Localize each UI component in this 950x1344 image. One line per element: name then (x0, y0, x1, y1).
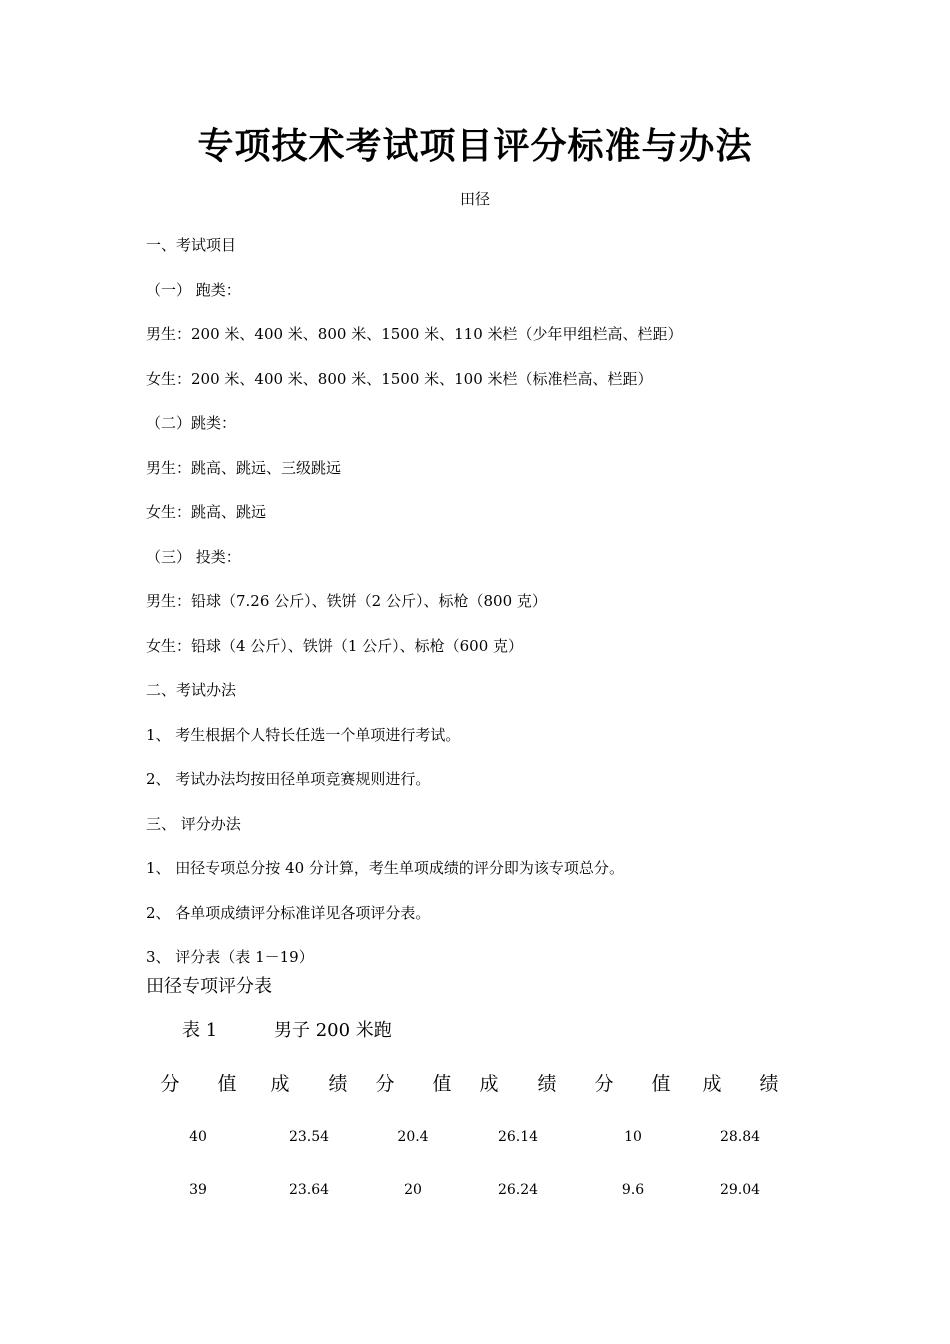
table-header-cell: 分 (160, 1073, 180, 1095)
table-header-cell: 值 (217, 1073, 237, 1095)
section-heading-exam-items: 一、考试项目 (146, 236, 237, 254)
table-label: 表 1 (182, 1020, 218, 1041)
subsection-throwing: （三） 投类： (146, 548, 241, 566)
table-header-cell: 绩 (328, 1073, 348, 1095)
table-cell: 40 (189, 1129, 207, 1145)
table-cell: 26.14 (497, 1129, 539, 1145)
table-header-cell: 分 (375, 1073, 395, 1095)
table-header-cell: 成 (270, 1073, 290, 1095)
table-cell: 23.64 (288, 1182, 330, 1198)
running-female: 女生：200 米、400 米、800 米、1500 米、100 米栏（标准栏高、栏距） (146, 370, 653, 388)
section-heading-exam-method: 二、考试办法 (146, 681, 237, 699)
table-header-cell: 分 (594, 1073, 614, 1095)
document-subtitle: 田径 (459, 190, 490, 208)
scoring-item-2: 2、 各单项成绩评分标准详见各项评分表。 (146, 904, 431, 922)
table-name: 男子 200 米跑 (274, 1020, 392, 1041)
table-header-cell: 成 (702, 1073, 722, 1095)
table-header-cell: 绩 (537, 1073, 557, 1095)
table-cell: 29.04 (719, 1182, 761, 1198)
jumping-male: 男生：跳高、跳远、三级跳远 (146, 459, 342, 477)
table-cell: 23.54 (288, 1129, 330, 1145)
table-header-cell: 绩 (759, 1073, 779, 1095)
table-cell: 9.6 (621, 1182, 645, 1198)
scoring-item-1: 1、 田径专项总分按 40 分计算，考生单项成绩的评分即为该专项总分。 (146, 859, 624, 877)
section-heading-scoring: 三、 评分办法 (146, 815, 241, 833)
throwing-male: 男生：铅球（7.26 公斤）、铁饼（2 公斤）、标枪（800 克） (146, 592, 547, 610)
table-header-cell: 值 (432, 1073, 452, 1095)
table-cell: 20 (404, 1182, 422, 1198)
running-male: 男生：200 米、400 米、800 米、1500 米、110 米栏（少年甲组栏高、栏距） (146, 325, 683, 343)
method-item-2: 2、 考试办法均按田径单项竞赛规则进行。 (146, 770, 431, 788)
subsection-running: （一） 跑类： (146, 281, 241, 299)
scoring-item-3: 3、 评分表（表 1－19） (146, 948, 314, 966)
table-cell: 39 (189, 1182, 207, 1198)
table-section-heading: 田径专项评分表 (146, 976, 272, 997)
table-header-cell: 值 (651, 1073, 671, 1095)
table-cell: 10 (624, 1129, 642, 1145)
throwing-female: 女生：铅球（4 公斤）、铁饼（1 公斤）、标枪（600 克） (146, 637, 524, 655)
method-item-1: 1、 考生根据个人特长任选一个单项进行考试。 (146, 726, 461, 744)
jumping-female: 女生：跳高、跳远 (146, 503, 267, 521)
document-title: 专项技术考试项目评分标准与办法 (197, 126, 753, 167)
table-cell: 26.24 (497, 1182, 539, 1198)
subsection-jumping: （二）跳类： (146, 414, 237, 432)
table-cell: 28.84 (719, 1129, 761, 1145)
table-cell: 20.4 (397, 1129, 429, 1145)
table-header-cell: 成 (479, 1073, 499, 1095)
